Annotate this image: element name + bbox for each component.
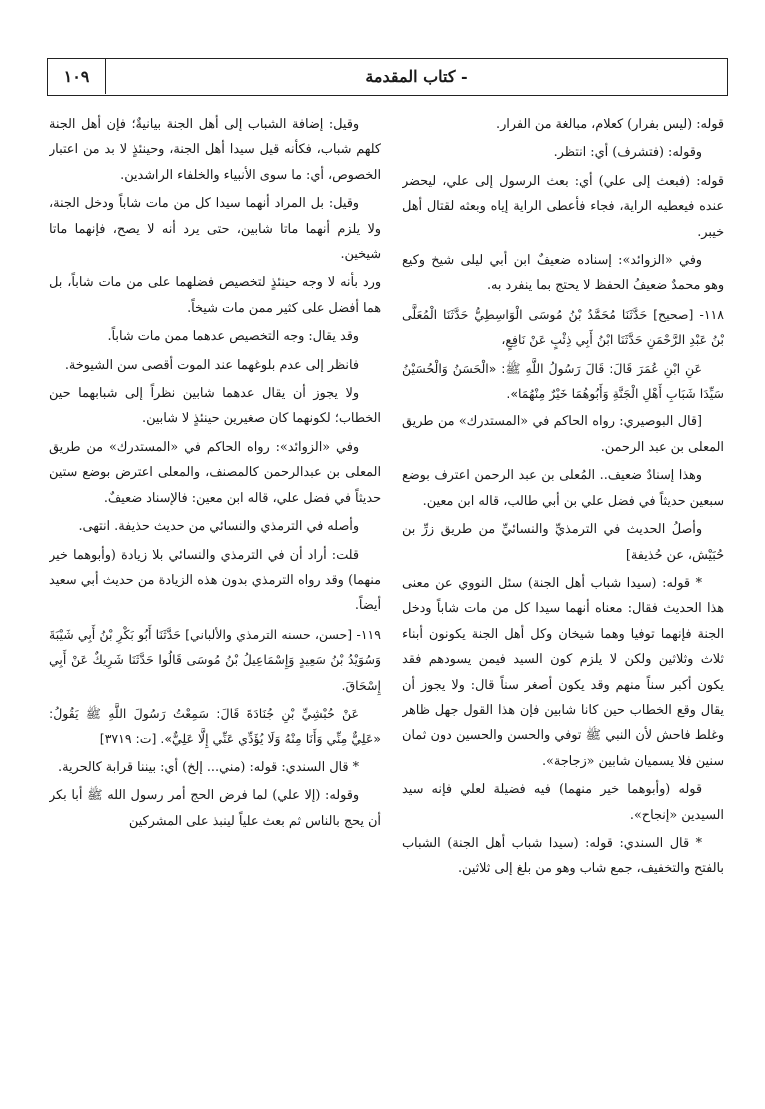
hadith-chain: ١١٩- [حسن، حسنه الترمذي والألباني] حَدَّثَنَا أَبُو بَكْرِ بْنُ أَبِي شَيْبَةَ وَسُوَيْدُ بْنُ سَعِيدٍ وَإِسْمَاعِيلُ بْنُ مُوسَى قَالُوا حَدَّثَنَا شَرِيكٌ عَنْ أَبِي إِسْحَاقَ.: [49, 626, 381, 693]
paragraph: وأصلُ الحديث في الترمذيِّ والنسائيِّ من طريق زرِّ بن حُبَيْش، عن حُذيفة]: [402, 522, 724, 563]
hadith-text: عَنِ ابْنِ عُمَرَ قَالَ: قَالَ رَسُولُ اللَّهِ ﷺ: «الْحَسَنُ وَالْحُسَيْنُ سَيِّدَا شَبَابِ أَهْلِ الْجَنَّةِ وَأَبُوهُمَا خَيْرٌ مِنْهُمَا».: [402, 360, 724, 402]
chapter-title: - كتاب المقدمة: [365, 67, 468, 86]
paragraph: وقيل: إضافة الشباب إلى أهل الجنة بيانيةٌ؛ فإن أهل الجنة كلهم شباب، فكأنه قيل سيدا أهل الجنة، وحينئذٍ لا بد من اعتبار الخصوص، أي: ما سوى الأنبياء والخلفاء الراشدين.: [49, 117, 381, 183]
paragraph: وقد يقال: وجه التخصيص عدهما ممن مات شاباً.: [107, 329, 359, 345]
paragraph: وأصله في الترمذي والنسائي من حديث حذيفة. انتهى.: [78, 519, 359, 535]
paragraph: وهذا إسنادٌ ضعيف.. المُعلى بن عبد الرحمن اعترف بوضع سبعين حديثاً في فضل علي بن أبي طالب، قاله ابن معين.: [402, 468, 724, 509]
hadith-text: عَنْ حُبْشِيِّ بْنِ جُنَادَةَ قَالَ: سَمِعْتُ رَسُولَ اللَّهِ ﷺ يَقُولُ: «عَلِيٌّ مِنِّي وَأَنَا مِنْهُ وَلَا يُؤَدِّي عَنِّي إِلَّا عَلِيٌّ». [ت: ٣٧١٩]: [49, 705, 381, 747]
paragraph: [قال البوصيري: رواه الحاكم في «المستدرك» من طريق المعلى بن عبد الرحمن.: [402, 414, 724, 455]
paragraph: وقيل: بل المراد أنهما سيدا كل من مات شاباً ودخل الجنة، ولا يلزم أنهما ماتا شابين، حتى يرد أنه لا يصح، فإنهما ماتا شيخين.: [49, 196, 381, 263]
page-number: ١٠٩: [48, 59, 106, 94]
paragraph: وفي «الزوائد»: رواه الحاكم في «المستدرك» من طريق المعلى بن عبدالرحمن كالمصنف، والمعلى اعترض بوضع ستين حديثاً في فضل علي، قاله ابن معين: فالإسناد ضعيفٌ.: [49, 439, 381, 506]
paragraph: قوله: (فبعث إلى علي) أي: بعث الرسول إلى علي، ليحضر عنده فيعطيه الراية، فجاء فأعطى الراية إياه وبعثه لقتال أهل خيبر.: [402, 173, 724, 240]
paragraph: قلت: أراد أن في الترمذي والنسائي بلا زيادة (وأبوهما خير منهما) وقد رواه الترمذي بدون هذه الزيادة من حديث أبي سعيد أيضاً.: [49, 547, 381, 614]
paragraph: وفي «الزوائد»: إسناده ضعيفٌ ابن أبي ليلى شيخ وكيع وهو محمدٌ ضعيفُ الحفظ لا يحتج بما ينفرد به.: [402, 253, 724, 294]
commentary: قوله (وأبوهما خير منهما) فيه فضيلة لعلي فإنه سيد السيدين «إنجاح».: [402, 782, 724, 823]
paragraph: وقوله: (فتشرف) أي: انتظر.: [553, 145, 702, 161]
paragraph: فانظر إلى عدم بلوغهما عند الموت أقصى سن الشيوخة.: [64, 357, 359, 373]
page-header: [47, 58, 728, 96]
commentary: * قوله: (سيدا شباب أهل الجنة) سئل النووي عن معنى هذا الحديث فقال: معناه أنهما سيدا كل من مات شاباً ودخل الجنة فإنهما توفيا وهما شيخان وكل أهل الجنة يكونون أبناء ثلاث وثلاثين ولكن لا يلزم كون السيد فيمن يسودهم فقد يكون أكبر سناً منهم وقد يكون أصغر سناً قال: ولا يجوز أن يقال وقع الخطاب حين كانا شابين فإن هذا القول جهل ظاهر وغلط فاحش لأن النبي ﷺ توفي والحسن والحسين دون ثمان سنين فلا يسميان شابين «زجاجة».: [402, 575, 724, 769]
commentary: وقوله: (إلا علي) لما فرض الحج أمر رسول الله ﷺ أبا بكر أن يحج بالناس ثم بعث علياً لينبذ على المشركين: [49, 788, 381, 829]
commentary: * قال السندي: قوله: (سيدا شباب أهل الجنة) الشباب بالفتح والتخفيف، جمع شاب وهو من بلغ إلى ثلاثين.: [402, 835, 724, 877]
right-column: [402, 112, 724, 1102]
commentary: * قال السندي: قوله: (مني... إلخ) أي: بيننا قرابة كالحرية.: [58, 759, 359, 775]
hadith-chain: ١١٨- [صحيح] حَدَّثَنَا مُحَمَّدُ بْنُ مُوسَى الْوَاسِطِيُّ حَدَّثَنَا الْمُعَلَّى بْنُ عَبْدِ الرَّحْمَنِ حَدَّثَنَا ابْنُ أَبِي ذِئْبٍ عَنْ نَافِعٍ،: [402, 306, 724, 348]
paragraph: ولا يجوز أن يقال عدهما شابين نظراً إلى شبابهما حين الخطاب؛ لكونهما كان صغيرين حينئذٍ لا شابين.: [49, 386, 381, 427]
paragraph: قوله: (ليس بفرار) كعلام، مبالغة من الفرار.: [496, 117, 724, 132]
left-column: [49, 112, 381, 1102]
paragraph: ورد بأنه لا وجه حينئذٍ لتخصيص فضلهما على من مات شاباً، بل هما أفضل على كثير ممن مات شيخاً.: [49, 275, 381, 316]
